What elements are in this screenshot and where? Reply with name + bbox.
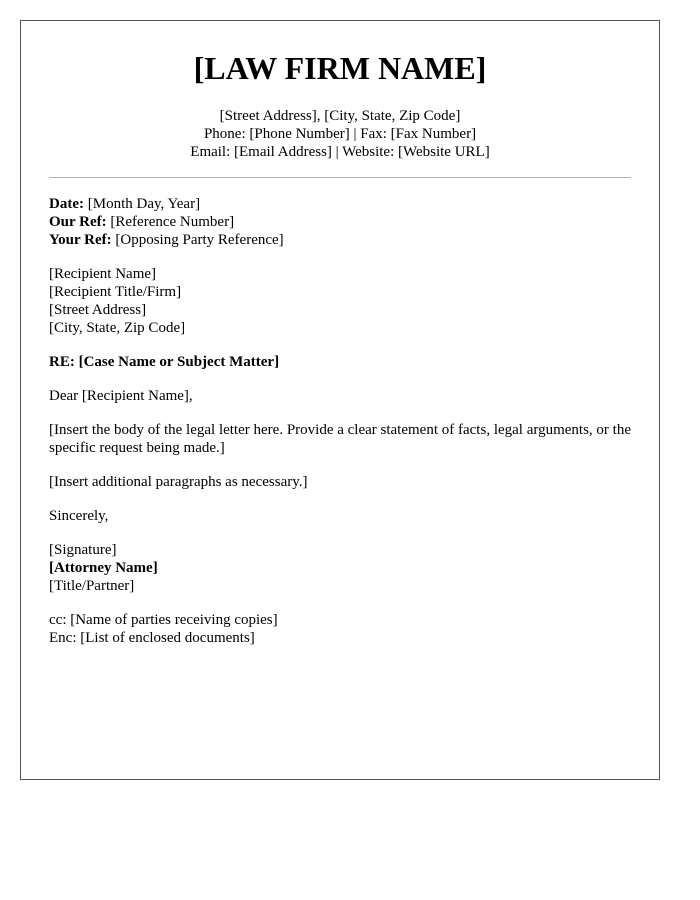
firm-email-website: Email: [Email Address] | Website: [Website URL]: [190, 144, 490, 160]
re-line: [49, 353, 633, 371]
letterhead-divider: [49, 177, 631, 178]
body-paragraph-2: [Insert additional paragraphs as necessary.]: [49, 474, 308, 490]
date-line: [49, 195, 633, 213]
your-ref-label: Your Ref:: [49, 232, 112, 248]
our-ref-label: Our Ref:: [49, 214, 107, 230]
date-label: Date:: [49, 196, 84, 212]
our-ref-value: [Reference Number]: [110, 214, 235, 230]
cc-line: cc: [Name of parties receiving copies]: [49, 612, 278, 628]
body-paragraph-1: [Insert the body of the legal letter here. Provide a clear statement of facts, legal arguments, or the specific request being made.]: [49, 422, 631, 456]
salutation: Dear [Recipient Name],: [49, 388, 193, 404]
firm-phone-fax: Phone: [Phone Number] | Fax: [Fax Number]: [203, 126, 477, 142]
recipient-city-state-zip: [City, State, Zip Code]: [49, 320, 186, 336]
letter-body: [49, 195, 633, 663]
attorney-name: [Attorney Name]: [49, 560, 158, 576]
attorney-title: [Title/Partner]: [49, 578, 135, 594]
attorney-name-line: [49, 559, 633, 577]
reference-block: [49, 195, 633, 249]
letter-page: [20, 20, 660, 780]
recipient-block: [49, 265, 633, 337]
your-ref-value: [Opposing Party Reference]: [115, 232, 284, 248]
recipient-title-firm: [Recipient Title/Firm]: [49, 284, 182, 300]
recipient-name: [Recipient Name]: [49, 266, 157, 282]
our-ref-line: [49, 213, 633, 231]
signature-block: [49, 541, 633, 595]
signature-placeholder: [Signature]: [49, 542, 117, 558]
enclosure-block: [49, 611, 633, 647]
date-value: [Month Day, Year]: [87, 196, 201, 212]
firm-contact-block: [21, 107, 659, 161]
recipient-street: [Street Address]: [49, 302, 147, 318]
re-line-text: RE: [Case Name or Subject Matter]: [49, 354, 280, 370]
enc-line: Enc: [List of enclosed documents]: [49, 630, 255, 646]
closing: Sincerely,: [49, 508, 109, 524]
your-ref-line: [49, 231, 633, 249]
firm-name: [LAW FIRM NAME]: [193, 50, 487, 86]
firm-address: [Street Address], [City, State, Zip Code]: [219, 108, 461, 124]
